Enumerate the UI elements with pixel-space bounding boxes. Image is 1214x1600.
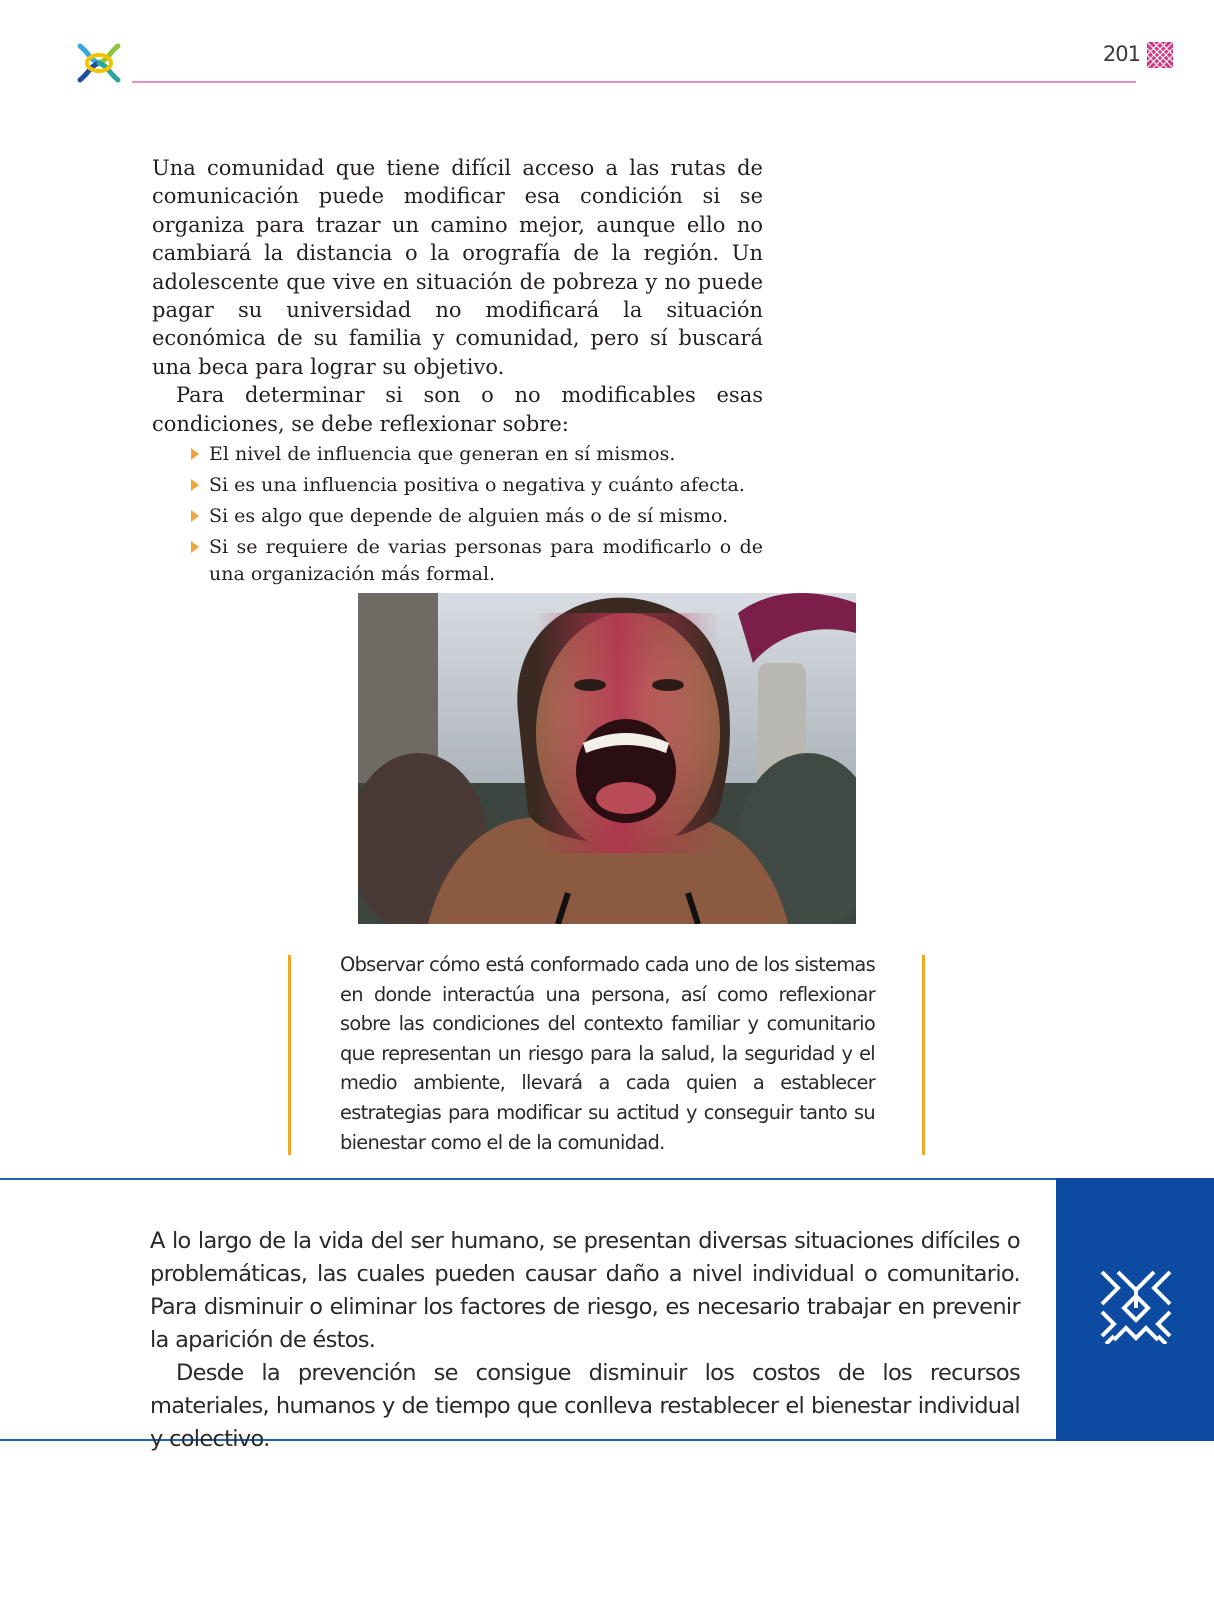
band-paragraph-1: A lo largo de la vida del ser humano, se presentan diversas situaciones difíciles o problemáticas, las cuales pueden causar daño a nivel individual o comunitario. Para disminuir o eliminar los factores de riesgo, es necesario trabajar en prevenir la aparición de éstos. bbox=[150, 1228, 1020, 1353]
main-paragraph-1: Una comunidad que tiene difícil acceso a las rutas de comunicación puede modificar esa condición si se organiza para trazar un camino mejor, aunque ello no cambiará la distancia o la orografía de la región. Un adolescente que vive en situación de pobreza y no puede pagar su universidad no modificará la situación económica de su familia y comunidad, pero sí buscará una beca para lograr su objetivo. bbox=[152, 156, 763, 379]
bullet-icon bbox=[191, 479, 199, 491]
white-textile-pattern-icon bbox=[1098, 1268, 1174, 1344]
band-paragraph-2: Desde la prevención se consigue disminuir los costos de los recursos materiales, humanos y de tiempo que conlleva restablecer el bienestar individual y colectivo. bbox=[150, 1360, 1020, 1452]
protest-photo bbox=[358, 593, 856, 924]
pink-woven-emblem-icon bbox=[1147, 42, 1173, 68]
band-text bbox=[150, 1225, 1020, 1456]
callout-text: Observar cómo está conformado cada uno de los sistemas en donde interactúa una persona, así como reflexionar sobre las condiciones del contexto familiar y comunitario que representan un riesgo para la salud, la seguridad y el medio ambiente, llevará a cada quien a establecer estrategias para modificar su actitud y conseguir tanto su bienestar como el de la comunidad. bbox=[340, 953, 875, 1154]
main-paragraph-2: Para determinar si son o no modificables esas condiciones, se debe reflexionar sobre: bbox=[152, 383, 763, 436]
header-rule bbox=[132, 81, 1136, 83]
bullet-icon bbox=[191, 448, 199, 460]
main-text bbox=[152, 154, 763, 592]
reflection-list bbox=[152, 441, 763, 588]
band-rule-top bbox=[0, 1178, 1056, 1180]
callout-rule-left bbox=[288, 955, 291, 1155]
bullet-icon bbox=[191, 510, 199, 522]
list-item: Si se requiere de varias personas para modificarlo o de una organización más formal. bbox=[209, 534, 763, 588]
list-item: El nivel de influencia que generan en sí mismos. bbox=[209, 441, 763, 468]
header-logo bbox=[76, 40, 122, 86]
page-number: 201 bbox=[1102, 42, 1140, 66]
callout-rule-right bbox=[922, 955, 925, 1155]
list-item: Si es algo que depende de alguien más o de sí mismo. bbox=[209, 503, 763, 530]
blue-side-panel bbox=[1056, 1178, 1214, 1441]
bullet-icon bbox=[191, 541, 199, 553]
list-item: Si es una influencia positiva o negativa y cuánto afecta. bbox=[209, 472, 763, 499]
